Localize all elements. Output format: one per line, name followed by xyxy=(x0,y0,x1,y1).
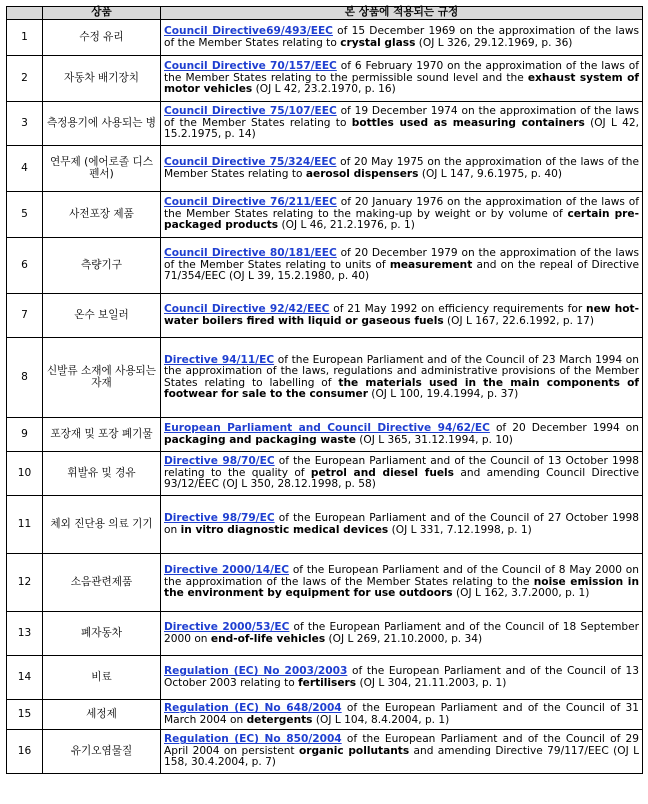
regulation-description: of the European Parliament and of the Council of 13 October 1998 relating to the quality of xyxy=(164,455,640,479)
regulation-citation: (OJ L 42, 15.2.1975, p. 14) xyxy=(164,116,640,141)
regulation-subject: exhaust system of motor vehicles xyxy=(164,71,639,96)
regulation-link[interactable]: Council Directive 70/157/EEC xyxy=(164,60,337,73)
regulation-citation: (OJ L 167, 22.6.1992, p. 17) xyxy=(443,314,594,327)
regulation-text xyxy=(161,656,643,700)
product-name: 체외 진단용 의료 기기 xyxy=(43,496,161,554)
row-number: 11 xyxy=(7,496,43,554)
regulation-citation: (OJ L 100, 19.4.1994, p. 37) xyxy=(367,387,519,400)
regulation-subject: bottles used as measuring containers xyxy=(351,116,585,129)
regulation-subject: certain pre-packaged products xyxy=(164,207,639,232)
row-number: 1 xyxy=(7,20,43,56)
regulation-description: of the European Parliament and of the Council of 13 October 2003 relating to xyxy=(164,665,639,689)
regulation-subject: aerosol dispensers xyxy=(305,167,419,180)
regulation-citation: and on the repeal of Directive 71/354/EEC (OJ L 39, 15.2.1980, p. 40) xyxy=(164,258,639,283)
table-row xyxy=(7,102,643,146)
regulation-subject: fertilisers xyxy=(298,676,357,689)
product-name: 포장재 및 포장 폐기물 xyxy=(43,418,161,452)
table-row xyxy=(7,612,643,656)
regulation-text xyxy=(161,102,643,146)
regulation-description: of 20 December 1994 on xyxy=(489,422,639,435)
row-number: 6 xyxy=(7,238,43,294)
header-product: 상품 xyxy=(43,7,161,20)
regulation-description: of the European Parliament and of the Council of 18 September 2000 on xyxy=(164,621,639,645)
regulation-link[interactable]: Directive 2000/14/EC xyxy=(164,564,290,577)
regulation-text xyxy=(161,418,643,452)
regulation-text xyxy=(161,192,643,238)
row-number: 7 xyxy=(7,294,43,338)
header-row xyxy=(7,7,643,20)
product-name: 측정용기에 사용되는 병 xyxy=(43,102,161,146)
regulation-link[interactable]: Regulation (EC) No 850/2004 xyxy=(164,733,342,746)
table-row xyxy=(7,452,643,496)
row-number: 2 xyxy=(7,56,43,102)
regulation-link[interactable]: Council Directive 80/181/EEC xyxy=(164,247,337,260)
product-name: 세정제 xyxy=(43,700,161,730)
product-name: 연무제 (에어로졸 디스펜서) xyxy=(43,146,161,192)
regulation-subject: measurement xyxy=(389,258,473,271)
regulation-subject: the materials used in the main components of footwear for sale to the consumer xyxy=(164,376,639,400)
table-row xyxy=(7,146,643,192)
regulation-citation: and amending Council Directive 93/12/EEC (OJ L 350, 28.12.1998, p. 58) xyxy=(164,466,639,491)
regulation-text xyxy=(161,146,643,192)
table-row xyxy=(7,192,643,238)
product-name: 측량기구 xyxy=(43,238,161,294)
regulation-description: of the European Parliament and of the Council of 31 March 2004 on xyxy=(164,702,639,726)
regulation-description: of 6 February 1970 on the approximation of the laws of the Member States relating to the permissible sound level and the xyxy=(164,60,639,84)
regulation-citation: (OJ L 42, 23.2.1970, p. 16) xyxy=(252,83,396,96)
regulation-text xyxy=(161,338,643,418)
regulation-text xyxy=(161,56,643,102)
regulation-description: of the European Parliament and of the Council of 8 May 2000 on the approximation of the laws of the Member States relating to the xyxy=(164,564,639,588)
regulation-link[interactable]: European Parliament and Council Directive 94/62/EC xyxy=(164,422,490,435)
regulation-link[interactable]: Council Directive 75/107/EEC xyxy=(164,105,337,118)
regulation-link[interactable]: Directive 94/11/EC xyxy=(164,353,275,366)
row-number: 5 xyxy=(7,192,43,238)
regulation-link[interactable]: Directive 98/79/EC xyxy=(164,512,275,525)
product-name: 수정 유리 xyxy=(43,20,161,56)
regulation-citation: and amending Directive 79/117/EEC (OJ L 158, 30.4.2004, p. 7) xyxy=(164,744,639,769)
regulation-description: of 19 December 1974 on the approximation of the laws of the Member States relating to xyxy=(164,105,640,129)
regulation-subject: packaging and packaging waste xyxy=(164,433,356,446)
regulation-citation: (OJ L 269, 21.10.2000, p. 34) xyxy=(325,632,483,645)
row-number: 16 xyxy=(7,730,43,774)
regulation-description: of the European Parliament and of the Council of 29 April 2004 on persistent xyxy=(164,733,639,757)
product-name: 소음관련제품 xyxy=(43,554,161,612)
regulation-text xyxy=(161,700,643,730)
row-number: 15 xyxy=(7,700,43,730)
product-name: 신발류 소재에 사용되는 자재 xyxy=(43,338,161,418)
regulation-description: of 20 May 1975 on the approximation of the laws of the Member States relating to xyxy=(164,156,640,180)
regulation-citation: (OJ L 46, 21.2.1976, p. 1) xyxy=(278,219,415,232)
regulation-subject: in vitro diagnostic medical devices xyxy=(180,523,389,536)
regulation-subject: petrol and diesel fuels xyxy=(310,466,454,479)
regulation-citation: (OJ L 304, 21.11.2003, p. 1) xyxy=(356,676,507,689)
header-regulation: 본 상품에 적용되는 규정 xyxy=(161,7,643,20)
row-number: 13 xyxy=(7,612,43,656)
product-name: 폐자동차 xyxy=(43,612,161,656)
table-row xyxy=(7,496,643,554)
regulation-description: of 15 December 1969 on the approximation of the laws of the Member States relating to xyxy=(164,25,640,49)
row-number: 10 xyxy=(7,452,43,496)
regulation-text xyxy=(161,294,643,338)
regulation-description: of 20 December 1979 on the approximation of the laws of the Member States relating to units of xyxy=(164,247,640,271)
regulation-subject: new hot-water boilers fired with liquid or gaseous fuels xyxy=(164,303,639,327)
regulation-citation: (OJ L 147, 9.6.1975, p. 40) xyxy=(418,167,562,180)
regulation-description: of 20 January 1976 on the approximation of the laws of the Member States relating to the making-up by weight or by volume of xyxy=(164,196,639,220)
regulation-link[interactable]: Regulation (EC) No 2003/2003 xyxy=(164,665,348,678)
product-name: 유기오염물질 xyxy=(43,730,161,774)
regulation-text xyxy=(161,496,643,554)
table-row xyxy=(7,656,643,700)
regulation-link[interactable]: Council Directive69/493/EEC xyxy=(164,25,333,38)
regulation-subject: noise emission in the environment by equipment for use outdoors xyxy=(164,575,639,600)
regulation-link[interactable]: Council Directive 76/211/EEC xyxy=(164,196,337,209)
table-row xyxy=(7,554,643,612)
row-number: 4 xyxy=(7,146,43,192)
product-name: 휘발유 및 경유 xyxy=(43,452,161,496)
regulations-table xyxy=(6,6,643,774)
regulation-citation: (OJ L 104, 8.4.2004, p. 1) xyxy=(312,713,450,726)
row-number: 9 xyxy=(7,418,43,452)
regulation-description: of the European Parliament and of the Council of 23 March 1994 on the approximation of the laws, regulations and administrative provisions of the Member States relating to labelling of xyxy=(164,353,639,389)
regulation-link[interactable]: Directive 2000/53/EC xyxy=(164,621,290,634)
regulation-text xyxy=(161,20,643,56)
regulation-link[interactable]: Council Directive 92/42/EEC xyxy=(164,303,330,316)
product-name: 사전포장 제품 xyxy=(43,192,161,238)
regulation-citation: (OJ L 326, 29.12.1969, p. 36) xyxy=(415,36,573,49)
product-name: 비료 xyxy=(43,656,161,700)
regulation-citation: (OJ L 162, 3.7.2000, p. 1) xyxy=(452,587,590,600)
table-row xyxy=(7,730,643,774)
regulation-text xyxy=(161,612,643,656)
regulation-subject: crystal glass xyxy=(340,36,416,49)
product-name: 온수 보일러 xyxy=(43,294,161,338)
regulation-subject: organic pollutants xyxy=(298,744,410,757)
table-row xyxy=(7,294,643,338)
row-number: 3 xyxy=(7,102,43,146)
regulation-citation: (OJ L 365, 31.12.1994, p. 10) xyxy=(355,433,513,446)
regulation-text xyxy=(161,452,643,496)
table-row xyxy=(7,338,643,418)
table-row xyxy=(7,20,643,56)
table-row xyxy=(7,56,643,102)
regulation-link[interactable]: Council Directive 75/324/EEC xyxy=(164,156,337,169)
regulation-citation: (OJ L 331, 7.12.1998, p. 1) xyxy=(388,523,532,536)
regulation-text xyxy=(161,730,643,774)
row-number: 8 xyxy=(7,338,43,418)
regulation-subject: detergents xyxy=(246,713,313,726)
regulation-link[interactable]: Regulation (EC) No 648/2004 xyxy=(164,702,342,715)
regulation-description: of the European Parliament and of the Council of 27 October 1998 on xyxy=(164,512,640,536)
regulation-subject: end-of-life vehicles xyxy=(210,632,326,645)
header-number xyxy=(7,7,43,20)
regulation-link[interactable]: Directive 98/70/EC xyxy=(164,455,275,468)
table-row xyxy=(7,418,643,452)
row-number: 14 xyxy=(7,656,43,700)
regulation-text xyxy=(161,238,643,294)
table-row xyxy=(7,700,643,730)
product-name: 자동차 배기장치 xyxy=(43,56,161,102)
regulation-text xyxy=(161,554,643,612)
regulation-description: of 21 May 1992 on efficiency requirements for xyxy=(329,303,587,316)
row-number: 12 xyxy=(7,554,43,612)
table-row xyxy=(7,238,643,294)
